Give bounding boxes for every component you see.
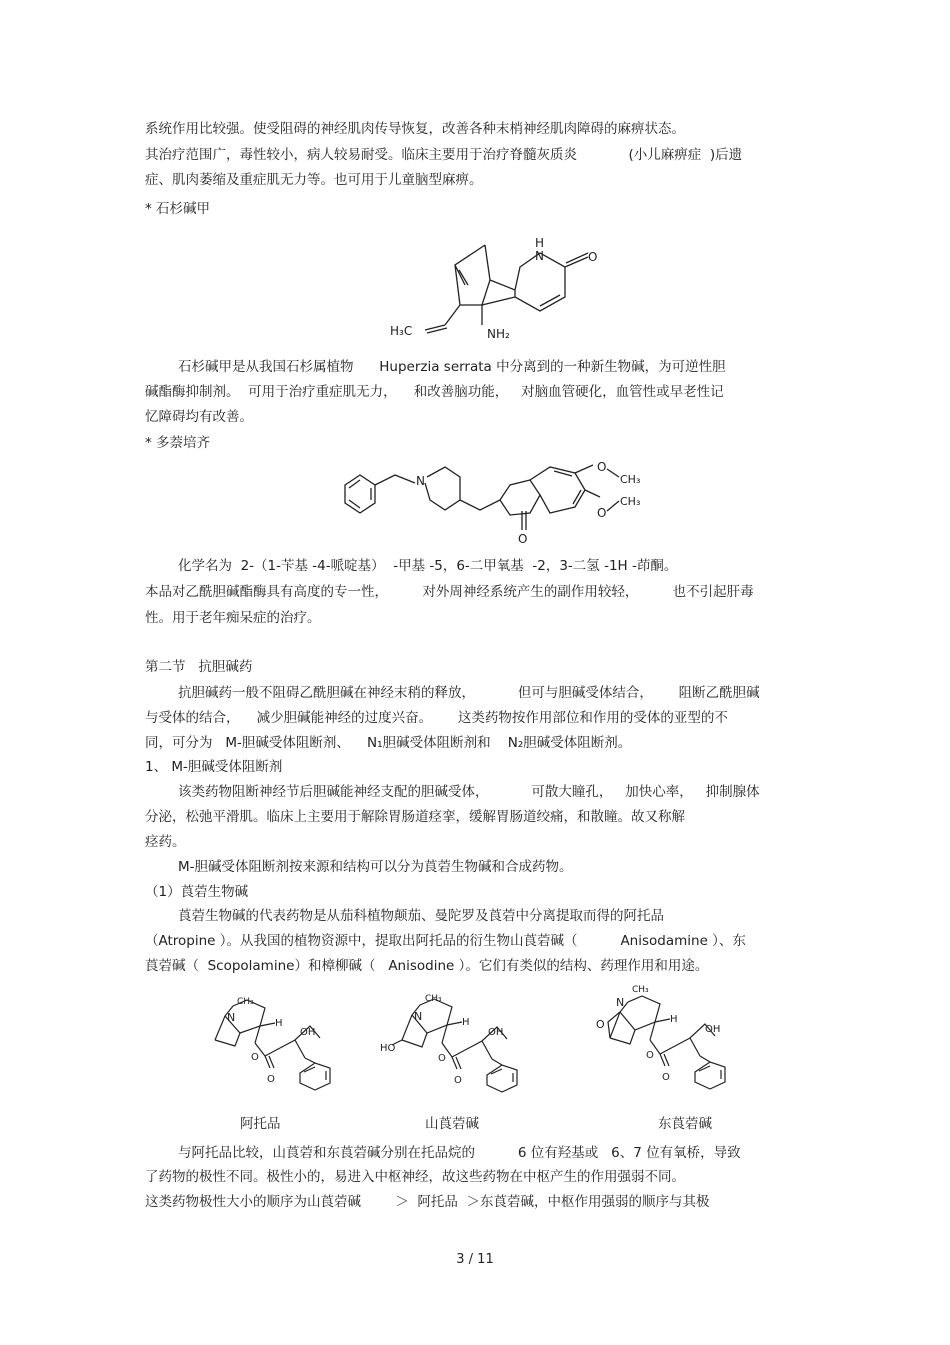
text-line: 同，可分为 M-胆碱受体阻断剂、 N₁胆碱受体阻断剂和 N₂胆碱受体阻断剂。	[145, 735, 632, 751]
text-line: 与阿托品比较，山莨菪和东莨菪碱分别在托品烷的 6 位有羟基或 6、7 位有氧桥，导致	[178, 1145, 741, 1161]
huperzine-structure	[370, 225, 620, 350]
page-number: 3 / 11	[456, 1252, 494, 1267]
text-line: 莨菪碱（ Scopolamine）和樟柳碱（ Anisodine ）。它们有类似的结构、药理作用和用途。	[145, 958, 709, 974]
text-line: 系统作用比较强。使受阻碍的神经肌肉传导恢复，改善各种末梢神经肌肉障碍的麻痹状态。	[145, 121, 685, 137]
section-marker-donepezil: * 多萘培齐	[145, 435, 211, 451]
n-label: N	[416, 474, 425, 488]
methoxy-o-2: O	[597, 506, 607, 520]
oh-label: OH	[705, 1024, 721, 1035]
methoxy-ch3-2: CH₃	[620, 495, 641, 508]
n-label: N	[414, 1010, 423, 1023]
methoxy-o-1: O	[597, 460, 607, 474]
anisodamine-structure	[380, 985, 550, 1100]
ch3-label: CH₃	[425, 994, 442, 1004]
h-label: H	[535, 236, 545, 250]
h-label: H	[670, 1014, 678, 1025]
n-label: N	[227, 1011, 236, 1024]
scopolamine-structure	[590, 980, 760, 1100]
caption-atropine: 阿托品	[240, 1116, 281, 1132]
text-line: 该类药物阻断神经节后胆碱能神经支配的胆碱受体， 可散大瞳孔， 加快心率， 抑制腺体	[178, 784, 760, 800]
text-line: 了药物的极性不同。极性小的，易进入中枢神经，故这些药物在中枢产生的作用强弱不同。	[145, 1169, 685, 1185]
methoxy-ch3-1: CH₃	[620, 473, 641, 486]
nh2-label: NH₂	[487, 327, 510, 341]
o-label: O	[588, 250, 598, 264]
n-label: N	[616, 996, 625, 1009]
ch3-label: CH₃	[237, 997, 254, 1007]
oh-label: OH	[488, 1027, 504, 1038]
caption-scopolamine: 东莨菪碱	[658, 1116, 712, 1132]
h3c-label: H₃C	[390, 324, 413, 338]
section-heading: 第二节 抗胆碱药	[145, 659, 253, 675]
h-label: H	[462, 1017, 470, 1028]
ester-o-label: O	[438, 1053, 446, 1064]
text-line: 症、肌肉萎缩及重症肌无力等。也可用于儿童脑型麻痹。	[145, 172, 483, 188]
atropine-structure	[205, 988, 355, 1098]
text-line: M-胆碱受体阻断剂按来源和结构可以分为莨菪生物碱和合成药物。	[178, 859, 573, 875]
caption-anisodamine: 山莨菪碱	[425, 1116, 479, 1132]
text-line: 化学名为 2-（1-苄基 -4-哌啶基） -甲基 -5，6-二甲氧基 -2，3-二氢 -1H -茚酮。	[178, 558, 678, 574]
oh-label: OH	[300, 1027, 316, 1038]
text-line: （Atropine ）。从我国的植物资源中，提取出阿托品的衍生物山莨菪碱（ Anisodamine ）、东	[145, 933, 746, 949]
text-line: 抗胆碱药一般不阻碍乙酰胆碱在神经末稍的释放， 但可与胆碱受体结合， 阻断乙酰胆碱	[178, 685, 760, 701]
subsection-heading: （1）莨菪生物碱	[145, 884, 249, 900]
nh-label: N	[535, 249, 544, 263]
ch3-label: CH₃	[632, 985, 649, 995]
text-line: 分泌，松弛平滑肌。临床上主要用于解除胃肠道痉挛，缓解胃肠道绞痛，和散瞳。故又称解	[145, 809, 685, 825]
text-line: 这类药物极性大小的顺序为山莨菪碱 ＞ 阿托品 ＞东莨菪碱，中枢作用强弱的顺序与其极	[145, 1194, 710, 1210]
epoxide-o-label: O	[596, 1018, 605, 1031]
text-line: 莨菪生物碱的代表药物是从茄科植物颠茄、曼陀罗及莨菪中分离提取而得的阿托品	[178, 908, 664, 924]
text-line: 本品对乙酰胆碱酯酶具有高度的专一性， 对外周神经系统产生的副作用较轻， 也不引起肝毒	[145, 584, 754, 600]
ester-o-label: O	[251, 1052, 259, 1063]
carbonyl-o-label: O	[662, 1072, 670, 1083]
text-line: 碱酯酶抑制剂。 可用于治疗重症肌无力， 和改善脑功能， 对脑血管硬化，血管性或早老性记	[145, 384, 724, 400]
text-line: 痉药。	[145, 834, 186, 850]
subsection-heading: 1、 M-胆碱受体阻断剂	[145, 759, 283, 775]
text-line: 忆障碍均有改善。	[145, 409, 253, 425]
text-line: 石杉碱甲是从我国石杉属植物 Huperzia serrata 中分离到的一种新生物碱，为可逆性胆	[178, 359, 726, 375]
text-line: 性。用于老年痴呆症的治疗。	[145, 610, 321, 626]
donepezil-structure	[335, 455, 655, 550]
text-line: 与受体的结合， 减少胆碱能神经的过度兴奋。 这类药物按作用部位和作用的受体的亚型的不	[145, 710, 728, 726]
section-marker-huperzine: * 石杉碱甲	[145, 201, 211, 217]
ester-o-label: O	[646, 1050, 654, 1061]
h-label: H	[275, 1018, 283, 1029]
carbonyl-o-label: O	[454, 1075, 462, 1086]
carbonyl-o-label: O	[267, 1074, 275, 1085]
ketone-o-label: O	[518, 532, 528, 546]
ho-label: HO	[380, 1043, 396, 1054]
text-line: 其治疗范围广，毒性较小，病人较易耐受。临床主要用于治疗脊髓灰质炎 (小儿麻痹症 )后遗	[145, 147, 743, 163]
